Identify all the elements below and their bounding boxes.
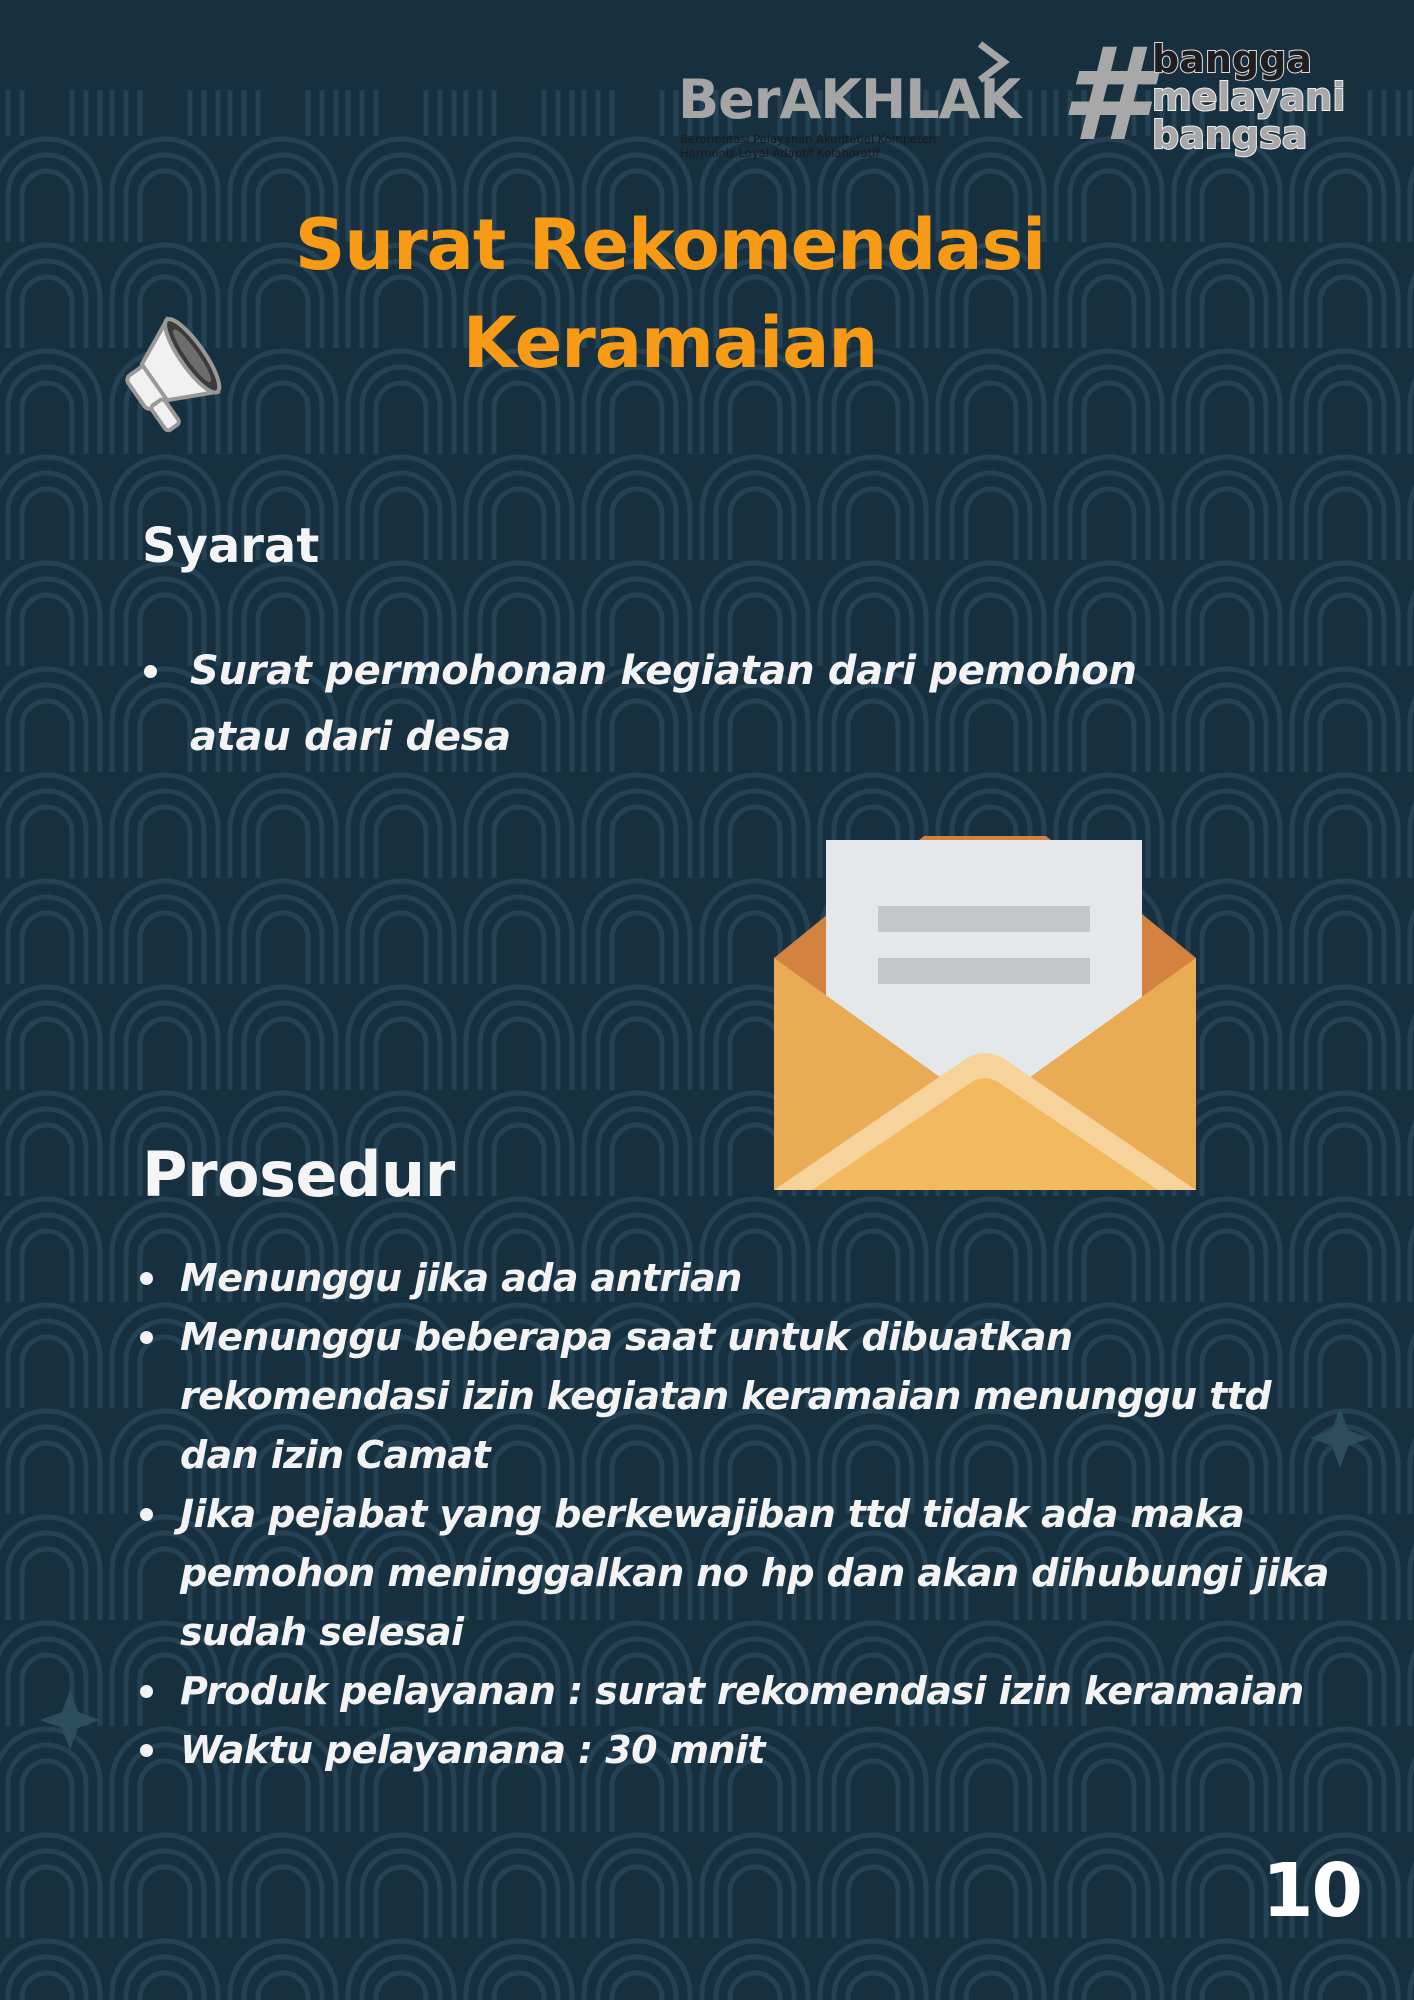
logo-word: bangga (1152, 37, 1312, 81)
prosedur-list (180, 1249, 1330, 1780)
syarat-list (190, 638, 1240, 770)
list-item: Surat permohonan kegiatan dari pemohon atau dari desa (190, 638, 1240, 770)
logo-word: bangsa (1152, 113, 1308, 157)
berakhlak-logo (678, 40, 1021, 170)
list-item: Menunggu beberapa saat untuk dibuatkan rekomendasi izin kegiatan keramaian menunggu ttd dan izin Camat (180, 1308, 1330, 1485)
page-title (200, 196, 1140, 392)
hashtag-mark: # (1060, 21, 1150, 170)
berakhlak-tagline: Harmonis Loyal Adaptif Kolaboratif (680, 146, 880, 160)
list-item: Produk pelayanan : surat rekomendasi izin keramaian (180, 1662, 1330, 1721)
syarat-heading: Syarat (142, 518, 320, 574)
berakhlak-tagline: Berorientasi Pelayanan Akuntabel Kompeten (680, 132, 937, 146)
list-item: Jika pejabat yang berkewajiban ttd tidak ada maka pemohon meninggalkan no hp dan akan dihubungi jika sudah selesai (180, 1485, 1330, 1662)
list-item: Menunggu jika ada antrian (180, 1249, 1330, 1308)
prosedur-heading: Prosedur (142, 1138, 455, 1211)
logo-word: melayani (1152, 75, 1346, 119)
page-title-line: Keramaian (462, 302, 878, 384)
page-title-line: Surat Rekomendasi (294, 204, 1046, 286)
list-item: Waktu pelayanana : 30 mnit (180, 1721, 1330, 1780)
open-envelope-icon (774, 828, 1196, 1190)
page-number: 10 (1262, 1848, 1361, 1934)
berakhlak-wordmark: BerAKHLAK (678, 68, 1021, 131)
bangga-melayani-bangsa-logo (1060, 21, 1360, 170)
megaphone-icon (98, 302, 226, 442)
